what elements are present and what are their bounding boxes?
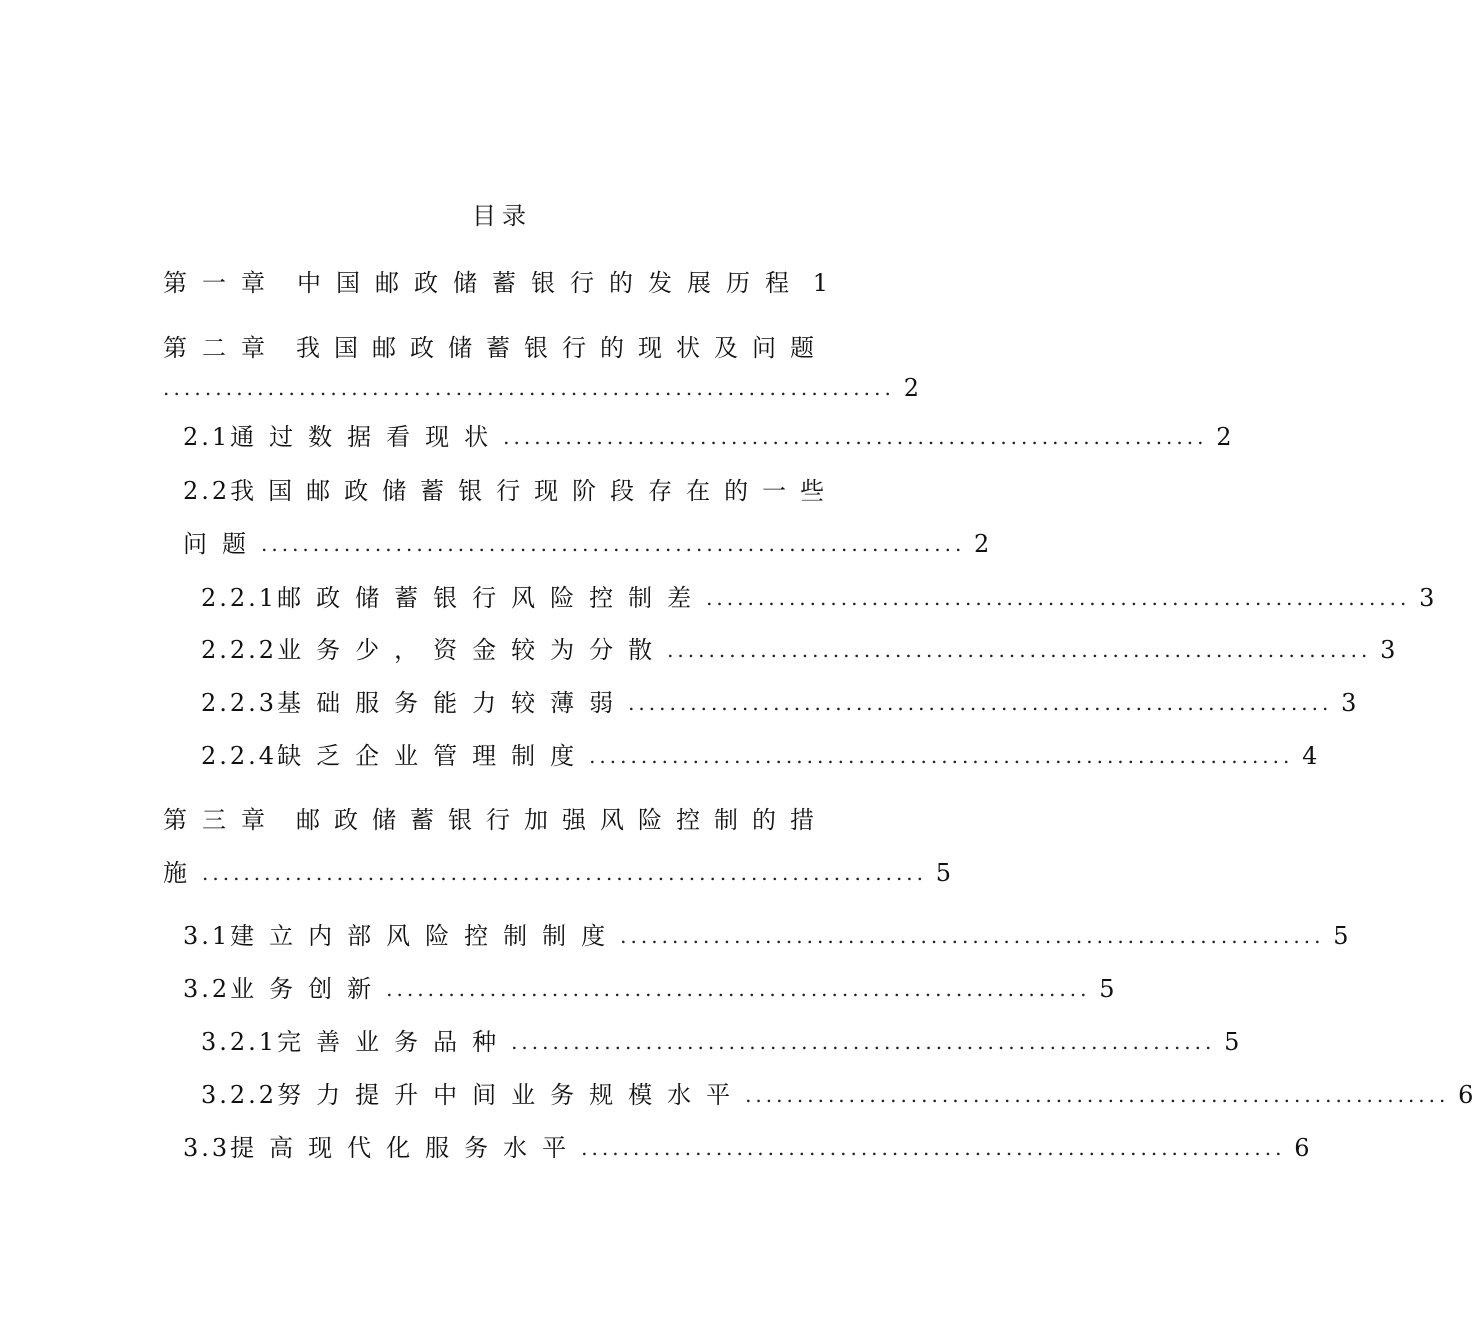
toc-entry-2-2-4[interactable] xyxy=(201,741,1318,771)
dot-leader: ...................................................................... xyxy=(202,861,928,885)
toc-entry-prefix: 2.2.4 xyxy=(201,742,278,770)
toc-entry-title: 缺乏企业管理制度 xyxy=(277,742,590,770)
toc-entry-title: 业务创新 xyxy=(230,975,387,1003)
toc-entry-page: 5 xyxy=(1333,922,1349,950)
toc-entry-prefix: 3.3 xyxy=(183,1134,231,1162)
toc-entry-title: 通过数据看现状 xyxy=(230,423,504,451)
toc-entry-title-cont: 施 xyxy=(163,859,202,887)
toc-entry-title: 业务少，资金较为分散 xyxy=(277,636,668,664)
toc-entry-chapter-3-cont[interactable] xyxy=(163,858,952,888)
toc-entry-title: 基础服务能力较薄弱 xyxy=(277,689,629,717)
toc-entry-3-2-2[interactable] xyxy=(201,1080,1473,1110)
toc-entry-chapter-2[interactable] xyxy=(163,333,828,363)
toc-entry-3-1[interactable] xyxy=(183,921,1349,951)
toc-entry-title: 建立内部风险控制制度 xyxy=(230,922,621,950)
dot-leader: .................................................................... xyxy=(620,924,1325,948)
toc-entry-prefix: 2.2 xyxy=(183,477,231,505)
toc-entry-2-2-3[interactable] xyxy=(201,688,1357,718)
toc-entry-page: 4 xyxy=(1302,742,1318,770)
toc-entry-page: 5 xyxy=(1099,975,1115,1003)
toc-entry-page: 2 xyxy=(903,374,920,402)
toc-entry-title: 努力提升中间业务规模水平 xyxy=(277,1081,746,1109)
toc-entry-prefix: 3.2 xyxy=(183,975,231,1003)
dot-leader: ...................................................................... xyxy=(163,376,896,400)
toc-entry-title: 我国邮政储蓄银行现阶段存在的一些 xyxy=(230,477,839,505)
dot-leader: .................................................................... xyxy=(581,1136,1286,1160)
dot-leader: .................................................................... xyxy=(745,1083,1450,1107)
toc-entry-3-2[interactable] xyxy=(183,974,1115,1004)
dot-leader: .................................................................... xyxy=(628,691,1333,715)
toc-entry-prefix: 3.2.2 xyxy=(201,1081,278,1109)
toc-entry-title: 邮政储蓄银行加强风险控制的措 xyxy=(296,806,828,834)
dot-leader: .................................................................... xyxy=(589,744,1294,768)
toc-entry-page: 2 xyxy=(974,530,990,558)
toc-entry-2-2-2[interactable] xyxy=(201,635,1396,665)
toc-entry-2-1[interactable] xyxy=(183,422,1232,452)
toc-entry-chapter-2-leader xyxy=(163,373,920,403)
toc-entry-title: 提高现代化服务水平 xyxy=(230,1134,582,1162)
toc-entry-page: 5 xyxy=(935,859,952,887)
toc-entry-title: 中国邮政储蓄银行的发展历程 xyxy=(297,269,804,297)
toc-entry-2-2-cont[interactable] xyxy=(183,529,990,559)
toc-entry-page: 3 xyxy=(1341,689,1357,717)
dot-leader: .................................................................... xyxy=(511,1030,1216,1054)
toc-entry-title-cont: 问题 xyxy=(183,530,261,558)
toc-entry-prefix: 第三章 xyxy=(163,806,280,834)
toc-entry-prefix: 2.1 xyxy=(183,423,231,451)
toc-entry-page: 1 xyxy=(812,269,828,297)
toc-entry-prefix: 第一章 xyxy=(163,269,280,297)
toc-entry-prefix: 3.1 xyxy=(183,922,231,950)
dot-leader: .................................................................... xyxy=(503,425,1208,449)
toc-entry-page: 6 xyxy=(1458,1081,1473,1109)
dot-leader: .................................................................... xyxy=(261,532,966,556)
toc-entry-3-2-1[interactable] xyxy=(201,1027,1240,1057)
toc-entry-2-2-1[interactable] xyxy=(201,583,1435,613)
toc-entry-page: 2 xyxy=(1216,423,1232,451)
toc-entry-chapter-1[interactable] xyxy=(163,268,828,298)
dot-leader: .................................................................... xyxy=(667,638,1372,662)
toc-entry-prefix: 2.2.3 xyxy=(201,689,278,717)
toc-entry-prefix: 3.2.1 xyxy=(201,1028,278,1056)
toc-entry-3-3[interactable] xyxy=(183,1133,1310,1163)
toc-entry-title: 邮政储蓄银行风险控制差 xyxy=(277,584,707,612)
toc-entry-prefix: 2.2.1 xyxy=(201,584,278,612)
dot-leader: .................................................................... xyxy=(706,586,1411,610)
toc-entry-prefix: 第二章 xyxy=(163,334,280,362)
toc-entry-page: 5 xyxy=(1224,1028,1240,1056)
toc-entry-2-2[interactable] xyxy=(183,476,839,506)
dot-leader: .................................................................... xyxy=(386,977,1091,1001)
toc-entry-page: 3 xyxy=(1419,584,1435,612)
toc-entry-prefix: 2.2.2 xyxy=(201,636,278,664)
toc-entry-page: 6 xyxy=(1294,1134,1310,1162)
toc-entry-chapter-3[interactable] xyxy=(163,805,828,835)
toc-title: 目录 xyxy=(472,202,532,230)
toc-entry-title: 我国邮政储蓄银行的现状及问题 xyxy=(296,334,828,362)
toc-entry-page: 3 xyxy=(1380,636,1396,664)
toc-entry-title: 完善业务品种 xyxy=(277,1028,512,1056)
